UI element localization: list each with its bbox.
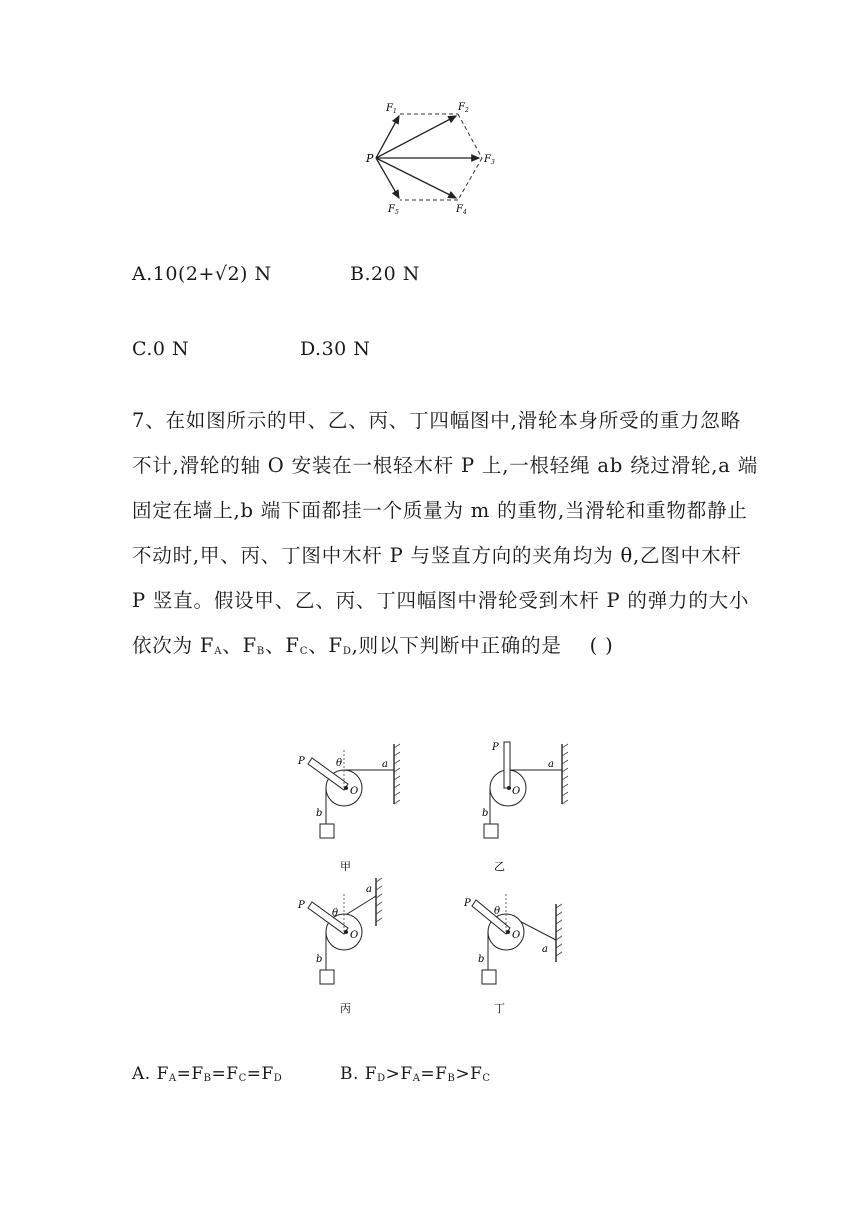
q7-line: 固定在墙上,b 端下面都挂一个质量为 m 的重物,当滑轮和重物都静止 <box>132 499 748 522</box>
label-p: P <box>298 900 305 911</box>
pulley-figure-yi <box>478 740 598 876</box>
label-f1: $F_1$ <box>386 103 397 115</box>
label-f4: $F_4$ <box>456 204 467 216</box>
label-b: b <box>316 808 323 819</box>
force-hexagon-figure <box>360 96 510 222</box>
label-a: a <box>542 944 548 955</box>
label-theta: θ <box>332 908 339 919</box>
label-theta: θ <box>494 906 501 917</box>
label-b: b <box>478 954 485 965</box>
label-f2: $F_2$ <box>458 102 469 114</box>
q7-line: P 竖直。假设甲、乙、丙、丁四幅图中滑轮受到木杆 P 的弹力的大小 <box>132 589 750 612</box>
label-p: P <box>366 152 374 165</box>
label-f5: $F_5$ <box>388 204 399 216</box>
label-p: P <box>492 742 499 753</box>
q6-option-b[interactable]: B.20 N <box>350 263 420 285</box>
label-a: a <box>548 759 554 770</box>
label-b: b <box>482 808 489 819</box>
pulley-figure-bing <box>290 876 410 1016</box>
label-b: b <box>316 954 323 965</box>
pulley-figure-jia <box>290 740 410 876</box>
label-o: O <box>350 930 359 941</box>
label-p: P <box>298 756 305 767</box>
q7-option-b[interactable]: B. $F_D>F_A=F_B>F_C$ <box>340 1064 491 1084</box>
label-a: a <box>382 759 388 770</box>
q7-line: 不动时,甲、丙、丁图中木杆 P 与竖直方向的夹角均为 θ,乙图中木杆 <box>132 544 742 567</box>
label-o: O <box>512 930 521 941</box>
q7-line: 7、在如图所示的甲、乙、丙、丁四幅图中,滑轮本身所受的重力忽略 <box>132 409 741 432</box>
answer-blank[interactable]: ( ) <box>589 634 614 657</box>
q7-option-a[interactable]: A. $F_A=F_B=F_C=F_D$ <box>132 1064 283 1084</box>
caption: 丙 <box>340 1002 351 1015</box>
label-f3: $F_3$ <box>484 154 495 166</box>
q7-line-last: 依次为 $F_A$、$F_B$、$F_C$、$F_D$,则以下判断中正确的是 ( ) <box>132 634 614 657</box>
caption: 乙 <box>494 860 505 873</box>
caption: 甲 <box>340 860 351 873</box>
q6-option-d[interactable]: D.30 N <box>300 338 371 360</box>
q7-question-text <box>132 398 759 674</box>
label-theta: θ <box>336 758 343 769</box>
label-a: a <box>366 884 372 895</box>
q7-line: 不计,滑轮的轴 O 安装在一根轻木杆 P 上,一根轻绳 ab 绕过滑轮,a 端 <box>132 454 759 477</box>
label-p: P <box>464 898 471 909</box>
q6-option-c[interactable]: C.0 N <box>132 338 190 360</box>
q6-option-a[interactable]: A.10(2+√2) N <box>132 263 272 285</box>
label-o: O <box>512 786 521 797</box>
pulley-figure-ding <box>462 876 582 1016</box>
label-o: O <box>350 786 359 797</box>
caption: 丁 <box>494 1002 505 1015</box>
